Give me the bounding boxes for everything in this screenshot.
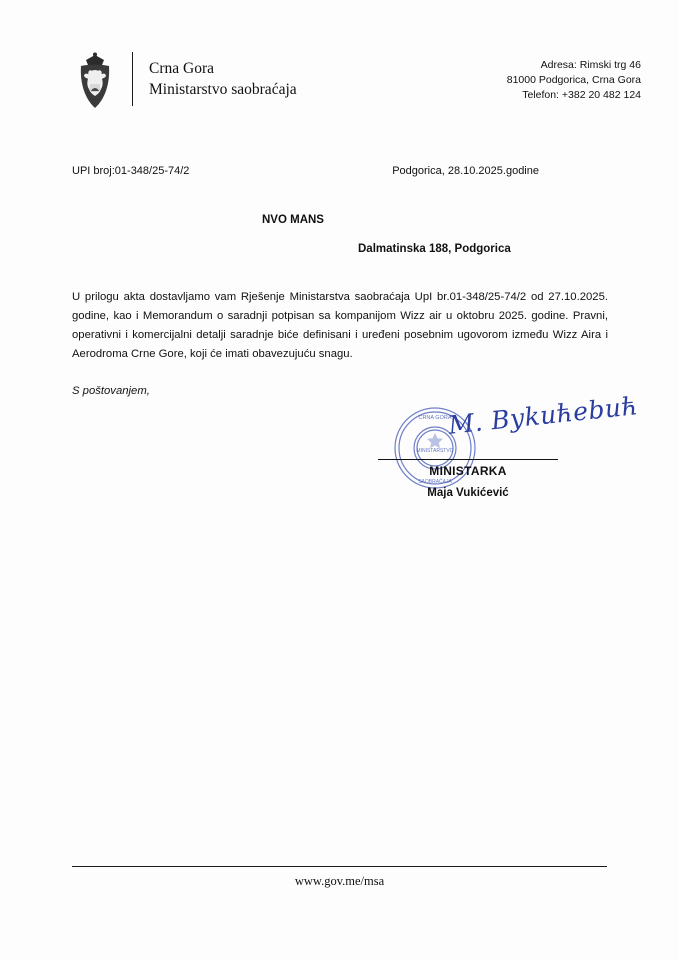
signature-line [378, 459, 558, 460]
reference-row [72, 165, 607, 177]
recipient-address: Dalmatinska 188, Podgorica [358, 243, 511, 255]
svg-text:CRNA GORA: CRNA GORA [418, 415, 452, 421]
address-block [507, 52, 641, 103]
recipient-name: NVO MANS [262, 214, 324, 226]
montenegro-coat-of-arms-icon [72, 52, 118, 114]
signer-name: Maja Vukićević [427, 487, 509, 499]
place-and-date: Podgorica, 28.10.2025.godine [392, 165, 539, 177]
signature-block [330, 391, 640, 525]
ministry-name-block [132, 52, 297, 106]
signer-title: MINISTARKA [429, 464, 507, 478]
address-street: Adresa: Rimski trg 46 [540, 59, 641, 71]
reference-number: UPI broj:01-348/25-74/2 [72, 165, 190, 177]
address-phone: Telefon: +382 20 482 124 [522, 89, 641, 101]
handwritten-signature: M. Bykuћebuћ [447, 391, 640, 440]
svg-text:MINISTARSTVO: MINISTARSTVO [416, 448, 454, 454]
ministry-name: Ministarstvo saobraćaja [149, 81, 297, 98]
body-paragraph: U prilogu akta dostavljamo vam Rješenje Ministarstva saobraćaja UpI br.01-348/25-74/2 od 27.10.2025. godine, kao i Memorandum o saradnji potpisan sa kompanijom Wizz air u oktobru 2025. godine. Pravni, operativni i komercijalni detalji saradnje biće definisani i uređeni posebnim ugovorom između Wizz Aira i Aerodroma Crne Gore, koji će imati obavezujuću snagu. [72, 291, 608, 360]
country-name: Crna Gora [149, 60, 214, 77]
closing-line: S poštovanjem, [72, 385, 150, 397]
letterhead [72, 52, 641, 114]
svg-text:SAOBRAĆAJA: SAOBRAĆAJA [418, 479, 452, 485]
address-city: 81000 Podgorica, Crna Gora [506, 74, 641, 86]
footer-divider [72, 866, 607, 867]
footer-website: www.gov.me/msa [294, 874, 385, 888]
